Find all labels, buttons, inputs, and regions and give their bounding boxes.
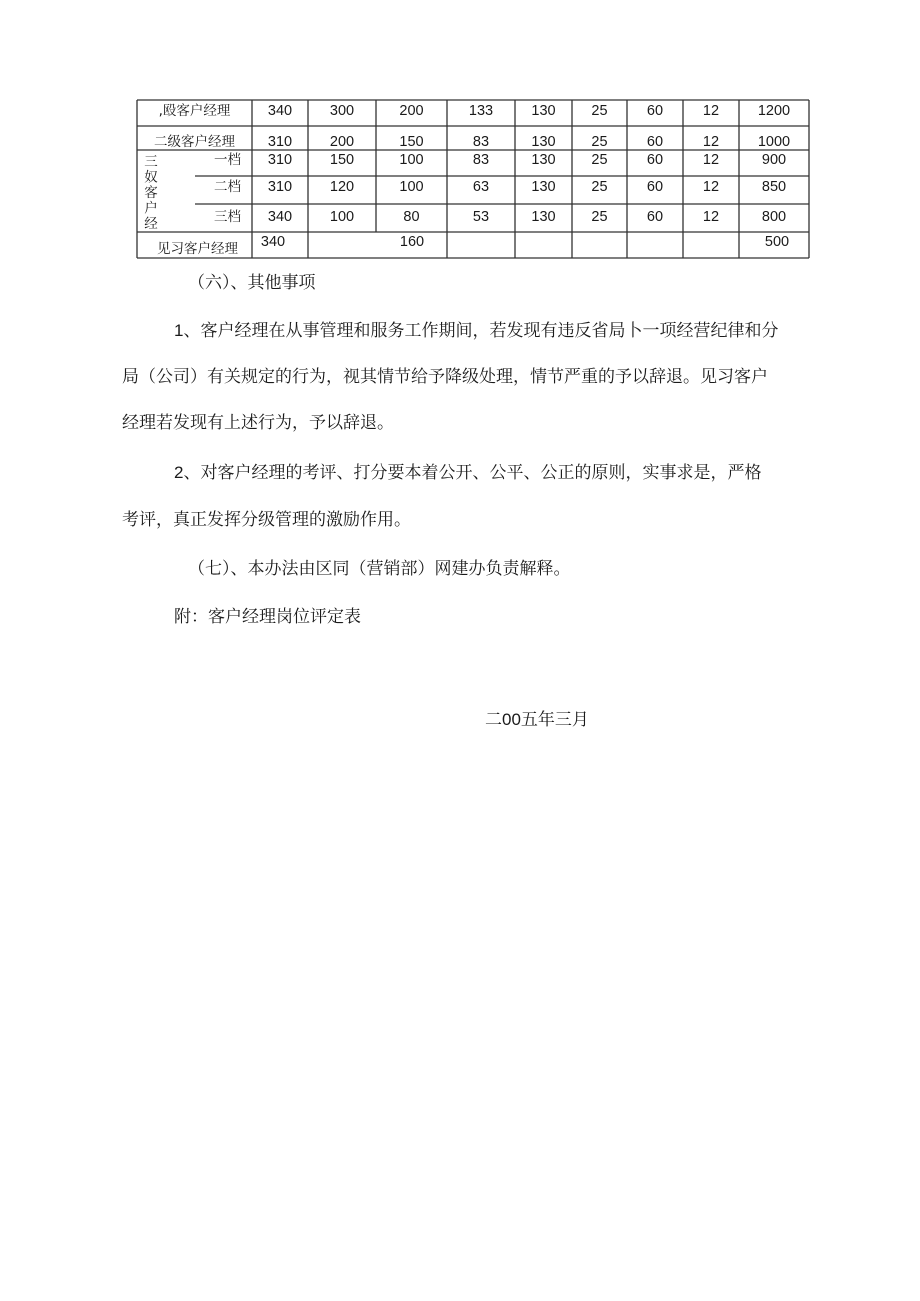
sub-row-label: 一档: [214, 152, 241, 168]
merged-cell: 160: [399, 234, 425, 250]
group-label-char: 户: [144, 200, 158, 217]
table-cell: 200: [329, 134, 355, 150]
table-cell: 60: [646, 209, 664, 225]
table-cell: 12: [702, 134, 720, 150]
table-cell: 60: [646, 103, 664, 119]
table-cell: 60: [646, 134, 664, 150]
table-cell: 850: [761, 179, 787, 195]
sub-row-label: 三档: [214, 209, 241, 225]
table-cell: 200: [399, 103, 424, 119]
table-cell: 900: [761, 152, 787, 168]
table-cell: 310: [267, 134, 293, 150]
table-cell: 120: [329, 179, 355, 195]
date-suffix: 五年三月: [520, 710, 589, 730]
group-label-char: 经: [144, 216, 158, 232]
row-label: 见习客户经理: [157, 241, 238, 257]
date-prefix: 二: [485, 710, 502, 730]
item1-line3: 经理若发现有上述行为，予以辞退。: [122, 413, 394, 433]
table-cell: 83: [472, 134, 490, 150]
table-cell: 800: [761, 209, 787, 225]
group-label-char: 奴: [144, 169, 158, 186]
table-cell: 80: [403, 209, 420, 225]
table-cell: 310: [267, 152, 293, 168]
table-cell: 130: [531, 103, 556, 119]
item2-number: 2: [174, 463, 184, 482]
item1-line1: [174, 322, 778, 340]
item1-line2: 局（公司）有关规定的行为，视其情节给予降级处理，情节严重的予以辞退。见习客户: [122, 367, 768, 387]
table-cell: 1200: [757, 103, 791, 119]
sub-row-label: 二档: [214, 179, 241, 195]
table-cell: 1000: [757, 134, 791, 150]
table-cell: 130: [531, 209, 556, 225]
row-label: ,殴客户经理: [158, 103, 231, 119]
salary-table: [0, 0, 920, 270]
attachment-note: 附：客户经理岗位评定表: [174, 607, 361, 627]
table-cell: 150: [399, 134, 424, 150]
table-cell: 500: [764, 234, 790, 250]
item2-line1: [174, 464, 761, 482]
date-digits: 00: [502, 710, 521, 729]
group-label-char: 客: [144, 185, 158, 201]
item2-text: 、对客户经理的考评、打分要本着公开、公平、公正的原则，实事求是，严格: [183, 463, 762, 483]
table-cell: 25: [591, 134, 608, 150]
table-cell: 100: [329, 209, 355, 225]
table-cell: 133: [468, 103, 494, 119]
table-cell: 100: [399, 152, 424, 168]
table-cell: 83: [472, 152, 490, 168]
item1-number: 1: [174, 321, 184, 340]
row-label: 二级客户经理: [154, 134, 235, 150]
section-six-heading: （六）、其他事项: [188, 273, 316, 293]
table-cell: 130: [531, 134, 556, 150]
table-cell: 12: [702, 152, 720, 168]
group-label-char: 三: [144, 154, 158, 170]
item1-text: 、客户经理在从事管理和服务工作期间，若发现有违反省局卜一项经营纪律和分: [183, 321, 779, 341]
table-cell: 53: [472, 209, 490, 225]
table-cell: 340: [260, 234, 286, 250]
table-cell: 63: [472, 179, 490, 195]
table-cell: 340: [267, 209, 293, 225]
table-cell: 340: [267, 103, 293, 119]
table-cell: 12: [702, 209, 720, 225]
table-cell: 150: [329, 152, 355, 168]
table-cell: 60: [646, 152, 664, 168]
table-cell: 25: [591, 103, 608, 119]
table-cell: 12: [702, 103, 720, 119]
table-cell: 100: [399, 179, 424, 195]
table-cell: 25: [591, 209, 608, 225]
table-cell: 25: [591, 152, 608, 168]
table-cell: 25: [591, 179, 608, 195]
table-cell: 130: [531, 152, 556, 168]
table-cell: 130: [531, 179, 556, 195]
table-cell: 12: [702, 179, 720, 195]
table-cell: 60: [646, 179, 664, 195]
document-date: [485, 711, 589, 729]
section-seven-heading: （七）、本办法由区同（营销部）网建办负责解释。: [188, 559, 571, 579]
table-cell: 310: [267, 179, 293, 195]
table-cell: 300: [329, 103, 355, 119]
item2-line2: 考评，真正发挥分级管理的激励作用。: [122, 510, 411, 530]
